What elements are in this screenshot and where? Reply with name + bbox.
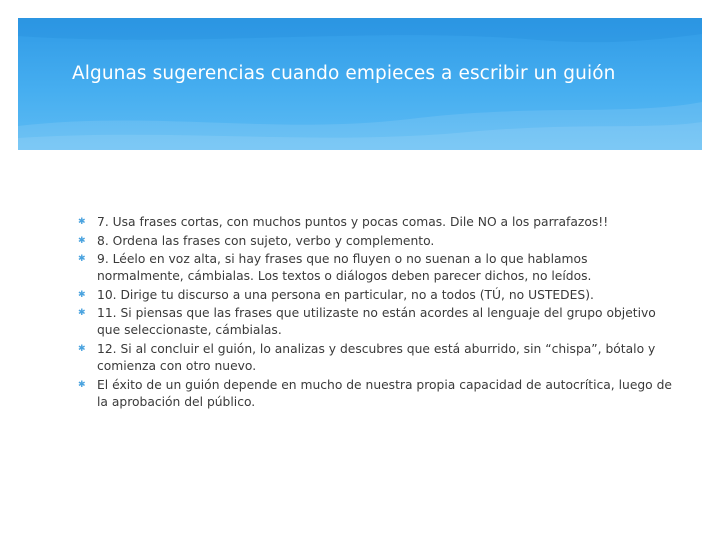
slide-title: Algunas sugerencias cuando empieces a escribir un guión (72, 63, 616, 84)
bullet-list (78, 214, 678, 412)
asterisk-bullet-icon: ✱ (78, 379, 86, 390)
asterisk-bullet-icon: ✱ (78, 308, 86, 319)
list-item (78, 287, 678, 304)
title-banner (18, 18, 702, 150)
asterisk-bullet-icon: ✱ (78, 343, 86, 354)
asterisk-bullet-icon: ✱ (78, 235, 86, 246)
list-item (78, 214, 678, 231)
list-item-text: 9. Léelo en voz alta, si hay frases que no fluyen o no suenan a lo que hablamos normalmente, cámbialas. Los textos o diálogos deben parecer dichos, no leídos. (97, 252, 592, 284)
list-item-text: 8. Ordena las frases con sujeto, verbo y complemento. (97, 233, 435, 248)
asterisk-bullet-icon: ✱ (78, 289, 86, 300)
banner-wave-decoration (18, 18, 702, 150)
asterisk-bullet-icon: ✱ (78, 217, 86, 227)
list-item (78, 341, 678, 375)
list-item-text: 7. Usa frases cortas, con muchos puntos y pocas comas. Dile NO a los parrafazos!! (97, 215, 609, 229)
list-item-text: 12. Si al concluir el guión, lo analizas y descubres que está aburrido, sin “chispa”, bótalo y comienza con otro nuevo. (97, 341, 656, 373)
list-item-text: 10. Dirige tu discurso a una persona en particular, no a todos (TÚ, no USTEDES). (97, 287, 594, 302)
list-item (78, 305, 678, 339)
asterisk-bullet-icon: ✱ (78, 254, 86, 265)
list-item (78, 377, 678, 411)
list-item-text: 11. Si piensas que las frases que utilizaste no están acordes al lenguaje del grupo objetivo que seleccionaste, cámbialas. (97, 306, 656, 338)
list-item-text: El éxito de un guión depende en mucho de nuestra propia capacidad de autocrítica, luego de la aprobación del público. (97, 377, 672, 409)
list-item (78, 251, 678, 285)
list-item (78, 233, 678, 250)
